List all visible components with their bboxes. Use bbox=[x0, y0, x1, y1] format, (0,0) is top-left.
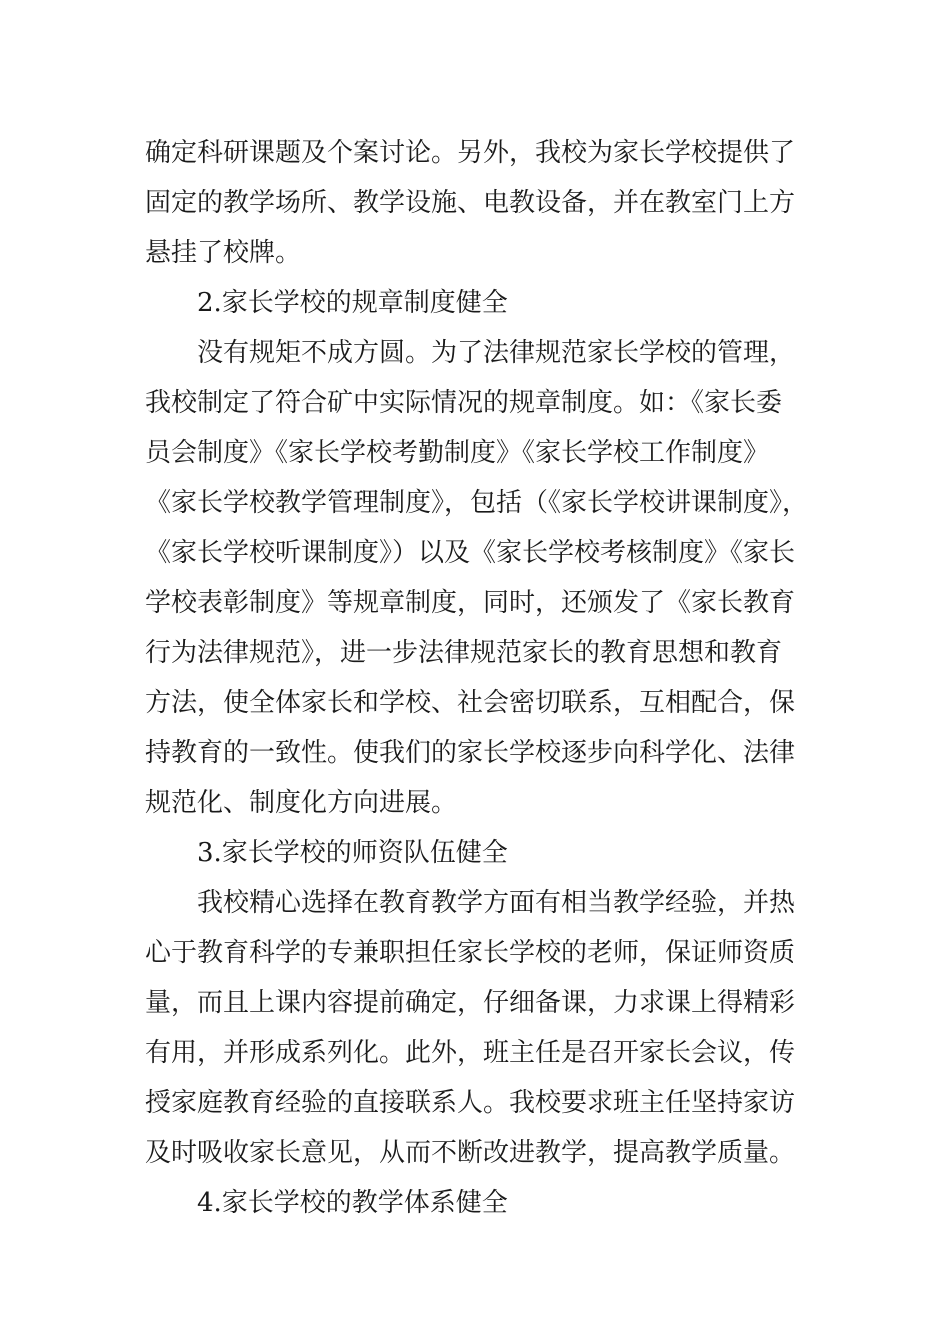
text-line: 及时吸收家长意见，从而不断改进教学，提高教学质量。 bbox=[145, 1138, 796, 1168]
text-line: 规范化、制度化方向进展。 bbox=[145, 788, 458, 818]
text-line: 固定的教学场所、教学设施、电教设备，并在教室门上方 bbox=[145, 188, 796, 218]
text-line: 员会制度》《家长学校考勤制度》《家长学校工作制度》 bbox=[145, 438, 770, 468]
document-body bbox=[145, 128, 815, 1228]
text-line: 悬挂了校牌。 bbox=[145, 238, 302, 268]
text-line: 我校制定了符合矿中实际情况的规章制度。如：《家长委 bbox=[145, 388, 783, 418]
text-line: 有用，并形成系列化。此外，班主任是召开家长会议，传 bbox=[145, 1038, 796, 1068]
paragraph-first-line: 我校精心选择在教育教学方面有相当教学经验，并热 bbox=[197, 888, 796, 918]
text-line: 行为法律规范》，进一步法律规范家长的教育思想和教育 bbox=[145, 638, 783, 668]
text-line: 确定科研课题及个案讨论。另外，我校为家长学校提供了 bbox=[145, 138, 796, 168]
text-line: 方法，使全体家长和学校、社会密切联系，互相配合，保 bbox=[145, 688, 796, 718]
text-line: 学校表彰制度》等规章制度，同时，还颁发了《家长教育 bbox=[145, 588, 796, 618]
text-line: 量，而且上课内容提前确定，仔细备课，力求课上得精彩 bbox=[145, 988, 796, 1018]
text-line: 《家长学校听课制度》）以及《家长学校考核制度》《家长 bbox=[145, 538, 796, 568]
text-line: 《家长学校教学管理制度》，包括（《家长学校讲课制度》， bbox=[145, 488, 809, 518]
paragraph-first-line: 没有规矩不成方圆。为了法律规范家长学校的管理， bbox=[197, 338, 796, 368]
text-line: 授家庭教育经验的直接联系人。我校要求班主任坚持家访 bbox=[145, 1088, 796, 1118]
section-heading: 2.家长学校的规章制度健全 bbox=[197, 288, 508, 318]
section-heading: 4.家长学校的教学体系健全 bbox=[197, 1188, 508, 1218]
text-line: 心于教育科学的专兼职担任家长学校的老师，保证师资质 bbox=[145, 938, 796, 968]
section-heading: 3.家长学校的师资队伍健全 bbox=[197, 838, 508, 868]
text-line: 持教育的一致性。使我们的家长学校逐步向科学化、法律 bbox=[145, 738, 796, 768]
